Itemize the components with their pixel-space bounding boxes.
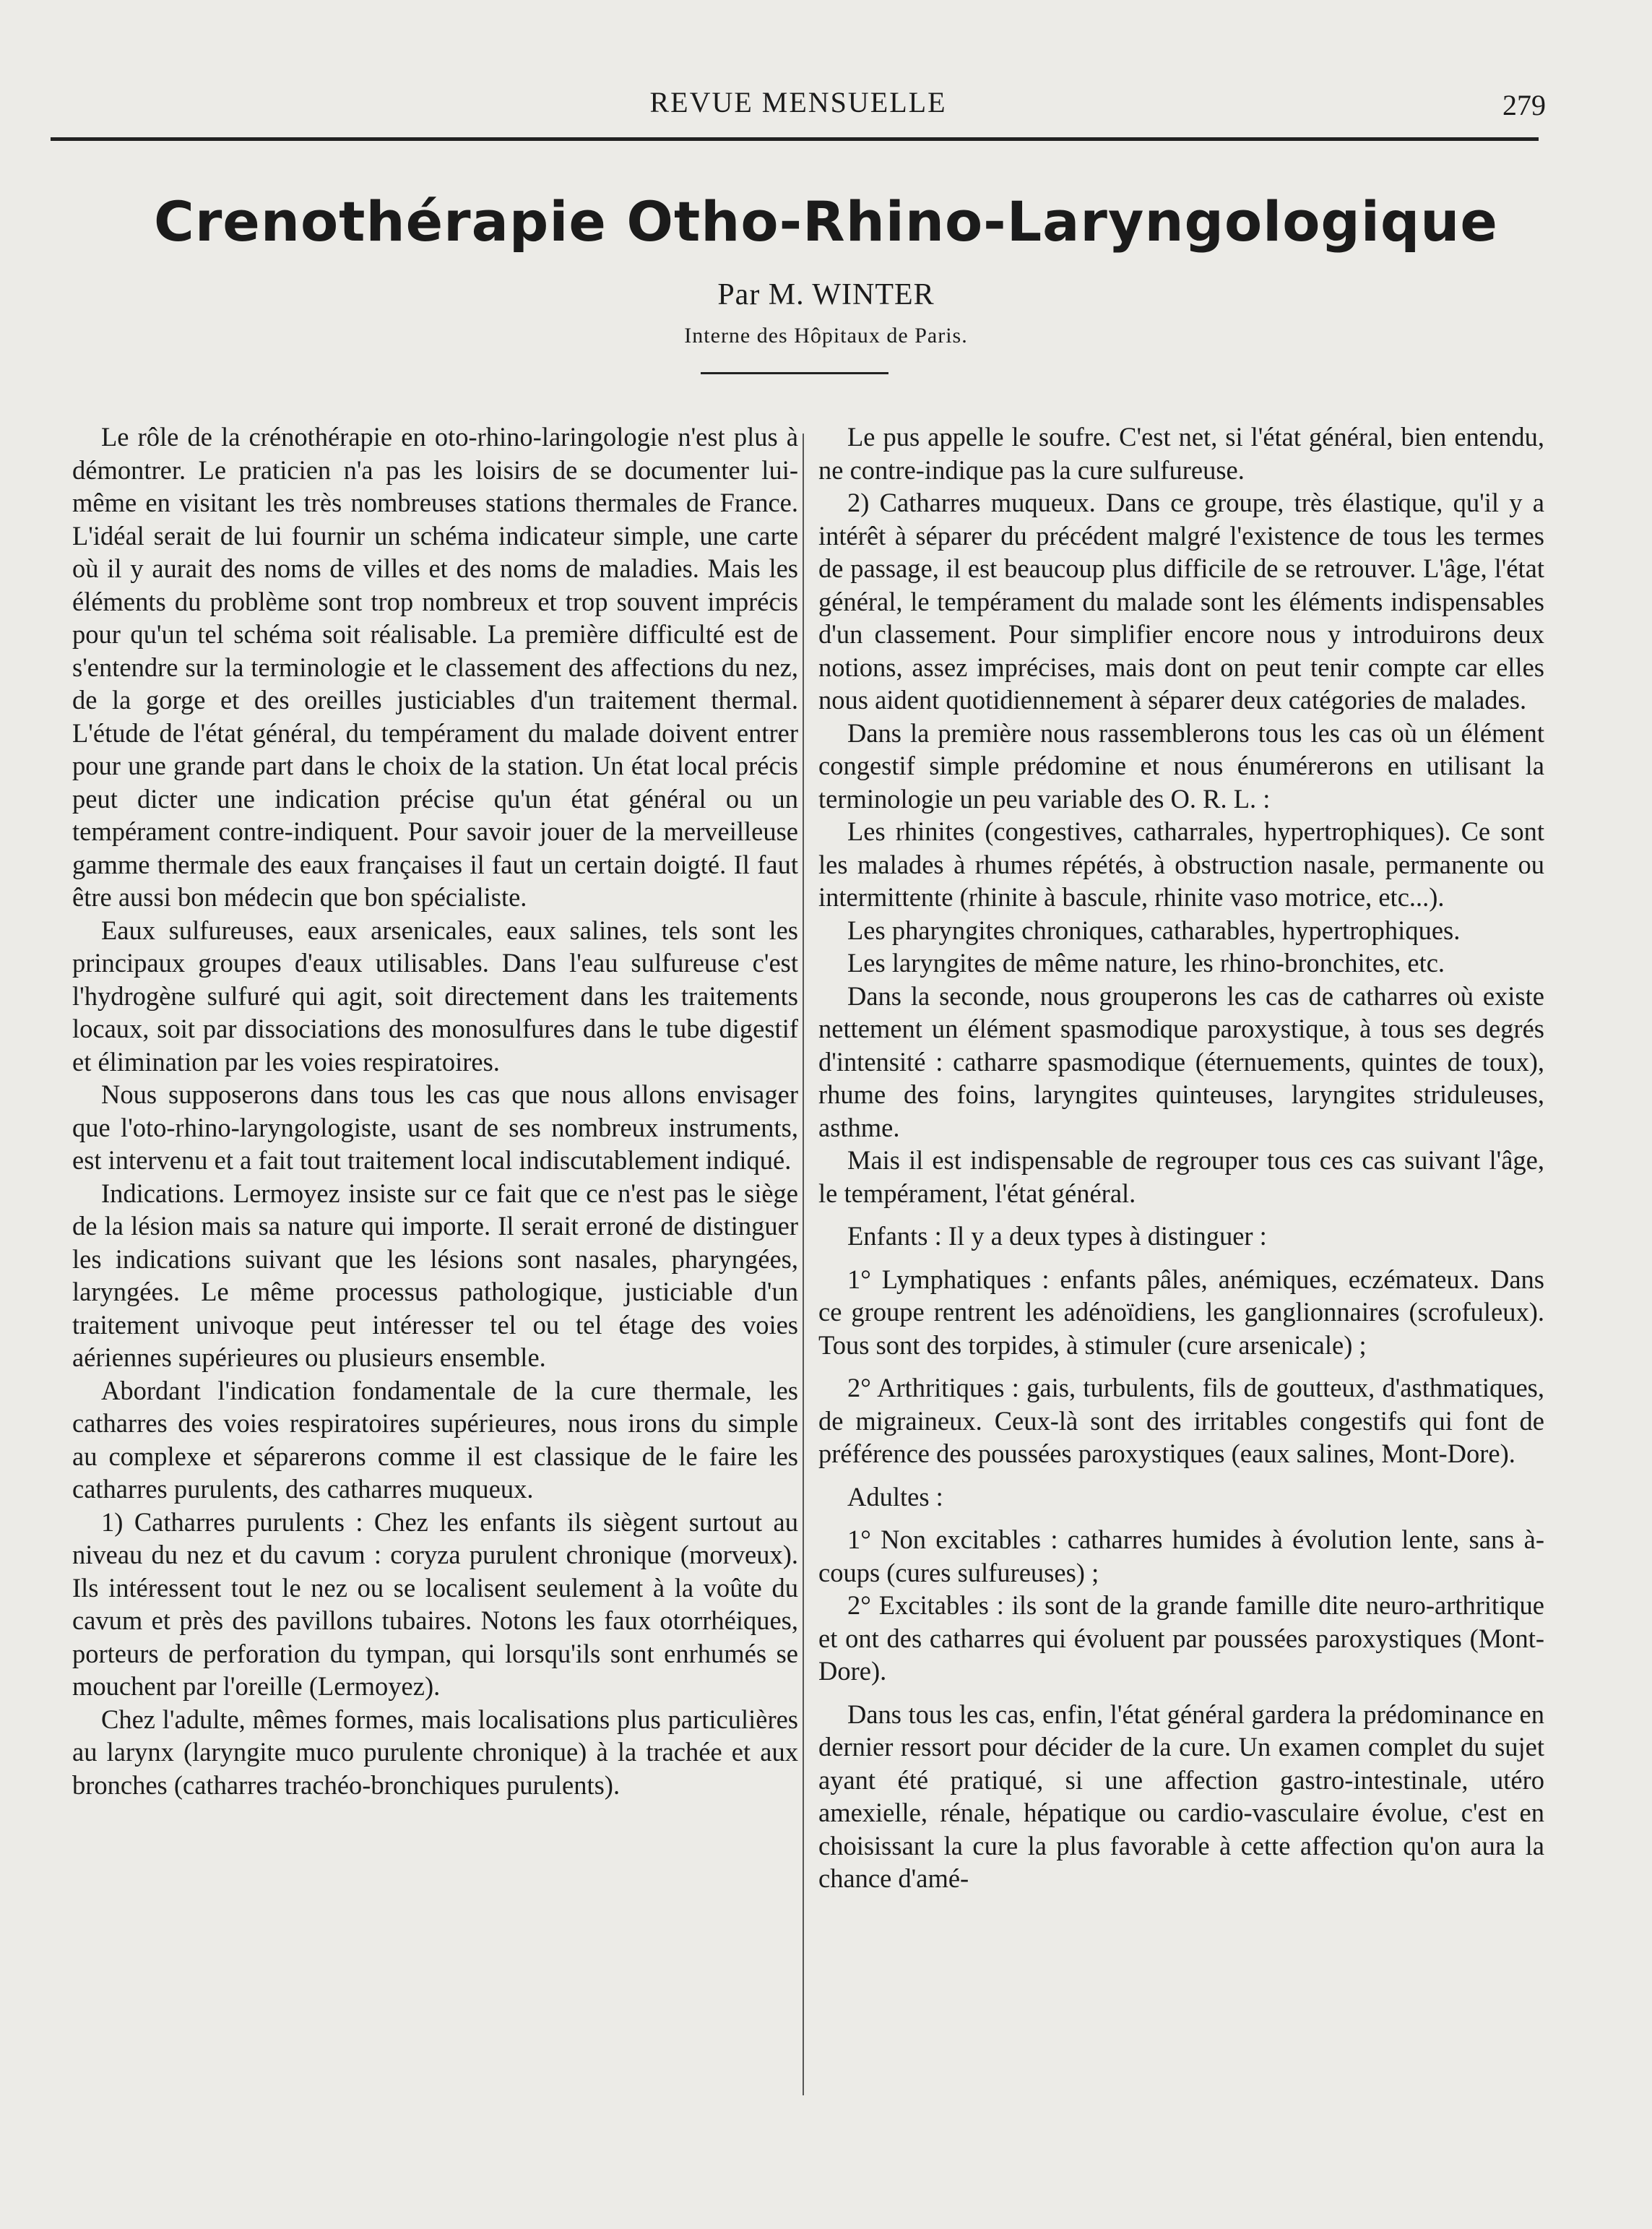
paragraph: Les laryngites de même nature, les rhino-bronchites, etc. <box>847 948 1445 978</box>
column-divider <box>803 434 804 2095</box>
paragraph: Enfants : Il y a deux types à distinguer : <box>847 1221 1267 1251</box>
paragraph: 2) Catharres muqueux. Dans ce groupe, très élastique, qu'il y a intérêt à séparer du précédent malgré l'existence de tous les termes de passage, il est beaucoup plus difficile de se retrouver. L'âge, l'état général, le tempérament du malade sont les éléments indispensables d'un classement. Pour simplifier encore nous y introduirons deux notions, assez imprécises, mais dont on peut tenir compte car elles nous aident quotidiennement à séparer deux catégories de malades. <box>818 488 1544 715</box>
paragraph: Chez l'adulte, mêmes formes, mais localisations plus particulières au larynx (laryngite muco purulente chronique) à la trachée et aux bronches (catharres trachéo-bronchiques purulents). <box>72 1704 798 1800</box>
paragraph: Le rôle de la crénothérapie en oto-rhino-laringologie n'est plus à démontrer. Le praticien n'a pas les loisirs de se documenter lui-même en visitant les très nombreuses stations thermales de France. L'idéal serait de lui fournir un schéma indicateur simple, une carte où il y aurait des noms de villes et des noms de maladies. Mais les éléments du problème sont trop nombreux et trop souvent imprécis pour qu'un tel schéma soit réalisable. La première difficulté est de s'entendre sur la terminologie et le classement des affections du nez, de la gorge et des oreilles justiciables d'un traitement thermal. L'étude de l'état général, du tempérament du malade doivent entrer pour une grande part dans le choix de la station. Un état local précis peut dicter une indication précise qu'un état général ou un tempérament contre-indiquent. Pour savoir jouer de la merveilleuse gamme thermale des eaux françaises il faut un certain doigté. Il faut être aussi bon médecin que bon spécialiste. <box>72 422 798 912</box>
paragraph: Adultes : <box>847 1481 943 1512</box>
paragraph: Nous supposerons dans tous les cas que nous allons envisager que l'oto-rhino-laryngologiste, usant de ses nombreux instruments, est intervenu et a fait tout traitement local indiscutablement indiqué. <box>72 1079 798 1175</box>
paragraph: 2° Excitables : ils sont de la grande famille dite neuro-arthritique et ont des catharres qui évoluent par poussées paroxystiques (Mont-Dore). <box>818 1590 1544 1686</box>
paragraph: Indications. Lermoyez insiste sur ce fait que ce n'est pas le siège de la lésion mais sa nature qui importe. Il serait erroné de distinguer les indications suivant que les lésions sont nasales, pharyngées, laryngées. Le même processus pathologique, justiciable d'un traitement univoque peut intéresser tel ou tel étage des voies aériennes supérieures ou plusieurs ensemble. <box>72 1178 798 1372</box>
paragraph: Eaux sulfureuses, eaux arsenicales, eaux salines, tels sont les principaux groupes d'eaux utilisables. Dans l'eau sulfureuse c'est l'hydrogène sulfuré qui agit, soit directement dans les traitements locaux, soit par dissociations des monosulfures dans le tube digestif et élimination par les voies respiratoires. <box>72 915 798 1077</box>
paragraph: Abordant l'indication fondamentale de la cure thermale, les catharres des voies respiratoires supérieures, nous irons du simple au complexe et séparerons comme il est classique de le faire les catharres purulents, des catharres muqueux. <box>72 1375 798 1504</box>
title-rule <box>701 372 888 374</box>
paragraph: 1° Lymphatiques : enfants pâles, anémiques, eczémateux. Dans ce groupe rentrent les adénoïdiens, les ganglionnaires (scrofuleux). Tous sont des torpides, à stimuler (cure arsenicale) ; <box>818 1264 1544 1360</box>
paragraph: 2° Arthritiques : gais, turbulents, fils de goutteux, d'asthmatiques, de migraineux. Ceux-là sont des irritables congestifs qui font de préférence des poussées paroxystiques (eaux salines, Mont-Dore). <box>818 1373 1544 1468</box>
left-column <box>72 421 798 1801</box>
paragraph: 1° Non excitables : catharres humides à évolution lente, sans à-coups (cures sulfureuses) ; <box>818 1525 1544 1587</box>
author-byline: Par M. WINTER <box>717 278 935 311</box>
paragraph: Mais il est indispensable de regrouper tous ces cas suivant l'âge, le tempérament, l'état général. <box>818 1145 1544 1208</box>
article-title: Crenothérapie Otho-Rhino-Laryngologique <box>154 189 1498 254</box>
paragraph: 1) Catharres purulents : Chez les enfants ils siègent surtout au niveau du nez et du cavum : coryza purulent chronique (morveux). Ils intéressent tout le nez ou se localisent seulement à la voûte du cavum et près des pavillons tubaires. Notons les faux otorrhéiques, porteurs de perforation du tympan, qui lorsqu'ils sont enrhumés se mouchent par l'oreille (Lermoyez). <box>72 1506 798 1701</box>
paragraph: Dans la première nous rassemblerons tous les cas où un élément congestif simple prédomine et nous énumérerons en utilisant la terminologie un peu variable des O. R. L. : <box>818 717 1544 814</box>
journal-title: REVUE MENSUELLE <box>649 86 947 118</box>
paragraph: Les rhinites (congestives, catharrales, hypertrophiques). Ce sont les malades à rhumes répétés, à obstruction nasale, permanente ou intermittente (rhinite à bascule, rhinite vaso motrice, etc...). <box>818 816 1544 912</box>
right-column <box>818 421 1544 1895</box>
paragraph: Dans la seconde, nous grouperons les cas de catharres où existe nettement un élément spasmodique paroxystique, à tous ses degrés d'intensité : catharre spasmodique (éternuements, quintes de toux), rhume des foins, laryngites quinteuses, laryngites striduleuses, asthme. <box>818 980 1544 1142</box>
running-head <box>51 85 1546 129</box>
header-rule <box>51 137 1539 141</box>
paragraph: Dans tous les cas, enfin, l'état général gardera la prédominance en dernier ressort pour décider de la cure. Un examen complet du sujet ayant été pratiqué, si une affection gastro-intestinale, utéro amexielle, rénale, hépatique ou cardio-vasculaire évolue, c'est en choisissant la cure la plus favorable à cette affection qu'on aura la chance d'amé- <box>818 1699 1544 1893</box>
paragraph: Le pus appelle le soufre. C'est net, si l'état général, bien entendu, ne contre-indique pas la cure sulfureuse. <box>818 422 1544 485</box>
author-affiliation: Interne des Hôpitaux de Paris. <box>684 324 968 348</box>
page-number: 279 <box>1502 89 1546 121</box>
paragraph: Les pharyngites chroniques, catharables, hypertrophiques. <box>847 915 1461 945</box>
